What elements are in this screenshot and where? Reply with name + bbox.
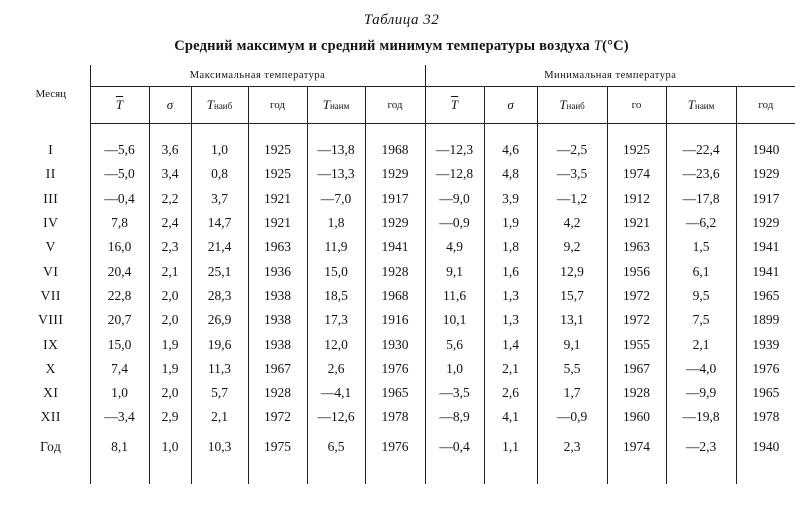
min-sigma-cell: 4,8 bbox=[484, 162, 537, 186]
tail-row bbox=[12, 464, 795, 484]
max-mean-cell: 16,0 bbox=[90, 235, 149, 259]
max-lowest-cell: 12,0 bbox=[307, 332, 365, 356]
min-mean-cell: —9,0 bbox=[425, 187, 484, 211]
max-highest-year-cell: 1972 bbox=[248, 405, 307, 429]
min-highest-year-cell: 1960 bbox=[607, 405, 666, 429]
min-sigma-cell: 1,4 bbox=[484, 332, 537, 356]
max-lowest-year-cell: 1929 bbox=[365, 211, 425, 235]
min-mean-cell: —0,9 bbox=[425, 211, 484, 235]
min-lowest-cell: —19,8 bbox=[666, 405, 736, 429]
min-sigma-cell: 3,9 bbox=[484, 187, 537, 211]
table-row bbox=[12, 211, 795, 235]
min-sigma-cell: 1,1 bbox=[484, 430, 537, 464]
min-sigma-cell: 1,3 bbox=[484, 308, 537, 332]
tail-cell bbox=[365, 464, 425, 484]
min-lowest-cell: —23,6 bbox=[666, 162, 736, 186]
max-sigma-cell: 2,0 bbox=[149, 308, 191, 332]
min-highest-year-cell: 1955 bbox=[607, 332, 666, 356]
month-cell: VIII bbox=[38, 312, 64, 328]
tail-cell bbox=[90, 464, 149, 484]
max-highest-year-cell: 1925 bbox=[248, 162, 307, 186]
max-highest-cell: 1,0 bbox=[191, 138, 248, 162]
table-row bbox=[12, 332, 795, 356]
min-lowest-cell: —6,2 bbox=[666, 211, 736, 235]
min-sigma-cell: 1,8 bbox=[484, 235, 537, 259]
min-lowest-year-header: год bbox=[736, 87, 795, 124]
max-highest-cell: 28,3 bbox=[191, 284, 248, 308]
month-cell: V bbox=[45, 239, 56, 255]
min-highest-year-header: го bbox=[607, 87, 666, 124]
month-cell: IX bbox=[43, 336, 59, 352]
min-lowest-cell: 2,1 bbox=[666, 332, 736, 356]
spacer-cell bbox=[607, 124, 666, 139]
max-mean-cell: 7,4 bbox=[90, 357, 149, 381]
max-lowest-year-cell: 1928 bbox=[365, 259, 425, 283]
table-row bbox=[12, 259, 795, 283]
min-lowest-cell: —17,8 bbox=[666, 187, 736, 211]
min-sigma-cell: 2,6 bbox=[484, 381, 537, 405]
max-lowest-year-cell: 1965 bbox=[365, 381, 425, 405]
min-mean-cell: 9,1 bbox=[425, 259, 484, 283]
spacer-cell bbox=[484, 124, 537, 139]
min-mean-cell: —8,9 bbox=[425, 405, 484, 429]
table-row bbox=[12, 162, 795, 186]
max-highest-cell: 26,9 bbox=[191, 308, 248, 332]
spacer-cell bbox=[307, 124, 365, 139]
max-lowest-year-cell: 1968 bbox=[365, 284, 425, 308]
max-sigma-cell: 1,9 bbox=[149, 332, 191, 356]
header-sub-row bbox=[12, 87, 795, 124]
table-row bbox=[12, 381, 795, 405]
max-mean-cell: —0,4 bbox=[90, 187, 149, 211]
table-row bbox=[12, 235, 795, 259]
min-mean-cell: —3,5 bbox=[425, 381, 484, 405]
max-lowest-cell: —7,0 bbox=[307, 187, 365, 211]
max-sigma-cell: 2,0 bbox=[149, 381, 191, 405]
spacer-cell bbox=[12, 124, 90, 139]
tail-cell bbox=[425, 464, 484, 484]
max-sigma-cell: 2,4 bbox=[149, 211, 191, 235]
max-lowest-cell: —12,6 bbox=[307, 405, 365, 429]
max-mean-cell: 7,8 bbox=[90, 211, 149, 235]
min-highest-year-cell: 1925 bbox=[607, 138, 666, 162]
min-highest-cell: —0,9 bbox=[537, 405, 607, 429]
tail-cell bbox=[736, 464, 795, 484]
min-highest-year-cell: 1921 bbox=[607, 211, 666, 235]
min-highest-cell: 13,1 bbox=[537, 308, 607, 332]
month-cell: IV bbox=[43, 215, 59, 231]
table-body bbox=[12, 124, 795, 484]
tail-cell bbox=[607, 464, 666, 484]
max-mean-cell: —5,6 bbox=[90, 138, 149, 162]
max-highest-year-cell: 1921 bbox=[248, 187, 307, 211]
min-highest-cell: —1,2 bbox=[537, 187, 607, 211]
max-group-header: Максимальная температура bbox=[90, 65, 425, 87]
spacer-cell bbox=[191, 124, 248, 139]
max-highest-year-cell: 1938 bbox=[248, 332, 307, 356]
min-sigma-header: σ bbox=[484, 87, 537, 124]
symbol-letter: T bbox=[206, 97, 214, 112]
min-lowest-year-cell: 1929 bbox=[736, 211, 795, 235]
max-highest-year-cell: 1963 bbox=[248, 235, 307, 259]
min-lowest-year-cell: 1940 bbox=[736, 138, 795, 162]
symbol-subscript: наиб bbox=[566, 101, 585, 111]
month-cell: Год bbox=[40, 438, 62, 454]
max-highest-cell: 5,7 bbox=[191, 381, 248, 405]
tail-cell bbox=[149, 464, 191, 484]
max-sigma-cell: 3,4 bbox=[149, 162, 191, 186]
min-highest-year-cell: 1967 bbox=[607, 357, 666, 381]
max-sigma-cell: 3,6 bbox=[149, 138, 191, 162]
title-symbol: T bbox=[593, 38, 603, 54]
symbol-subscript: наим bbox=[695, 101, 715, 111]
min-lowest-year-cell: 1965 bbox=[736, 284, 795, 308]
max-lowest-cell: 1,8 bbox=[307, 211, 365, 235]
table-row bbox=[12, 187, 795, 211]
min-mean-cell: 11,6 bbox=[425, 284, 484, 308]
spacer-cell bbox=[736, 124, 795, 139]
min-lowest-year-cell: 1899 bbox=[736, 308, 795, 332]
tail-cell bbox=[537, 464, 607, 484]
min-highest-cell: 9,1 bbox=[537, 332, 607, 356]
max-lowest-cell: 15,0 bbox=[307, 259, 365, 283]
max-lowest-header bbox=[307, 87, 365, 124]
max-sigma-cell: 2,9 bbox=[149, 405, 191, 429]
max-mean-cell: 22,8 bbox=[90, 284, 149, 308]
min-lowest-year-cell: 1929 bbox=[736, 162, 795, 186]
max-highest-cell: 2,1 bbox=[191, 405, 248, 429]
month-cell: VII bbox=[40, 287, 61, 303]
max-lowest-cell: —4,1 bbox=[307, 381, 365, 405]
max-lowest-cell: 2,6 bbox=[307, 357, 365, 381]
spacer-cell bbox=[666, 124, 736, 139]
month-cell: X bbox=[45, 360, 56, 376]
max-lowest-cell: 11,9 bbox=[307, 235, 365, 259]
min-highest-header bbox=[537, 87, 607, 124]
min-mean-cell: —12,8 bbox=[425, 162, 484, 186]
max-mean-cell: —5,0 bbox=[90, 162, 149, 186]
tail-cell bbox=[666, 464, 736, 484]
max-mean-cell: 15,0 bbox=[90, 332, 149, 356]
max-highest-header bbox=[191, 87, 248, 124]
max-sigma-header: σ bbox=[149, 87, 191, 124]
max-mean-cell: 20,7 bbox=[90, 308, 149, 332]
min-highest-cell: 9,2 bbox=[537, 235, 607, 259]
month-cell: XI bbox=[43, 385, 59, 401]
min-sigma-cell: 2,1 bbox=[484, 357, 537, 381]
max-sigma-cell: 2,1 bbox=[149, 259, 191, 283]
min-mean-cell: 10,1 bbox=[425, 308, 484, 332]
spacer-cell bbox=[90, 124, 149, 139]
min-highest-year-cell: 1963 bbox=[607, 235, 666, 259]
table-number-label: Таблица 32 bbox=[363, 12, 440, 28]
tail-cell bbox=[307, 464, 365, 484]
table-row bbox=[12, 430, 795, 464]
min-highest-cell: 1,7 bbox=[537, 381, 607, 405]
max-highest-cell: 0,8 bbox=[191, 162, 248, 186]
max-highest-cell: 14,7 bbox=[191, 211, 248, 235]
spacer-cell bbox=[425, 124, 484, 139]
min-lowest-cell: —2,3 bbox=[666, 430, 736, 464]
max-lowest-year-cell: 1929 bbox=[365, 162, 425, 186]
min-mean-cell: —0,4 bbox=[425, 430, 484, 464]
min-highest-year-cell: 1974 bbox=[607, 162, 666, 186]
max-highest-year-cell: 1936 bbox=[248, 259, 307, 283]
table-row bbox=[12, 357, 795, 381]
min-highest-cell: 12,9 bbox=[537, 259, 607, 283]
min-highest-year-cell: 1972 bbox=[607, 284, 666, 308]
spacer-row bbox=[12, 124, 795, 139]
max-sigma-cell: 1,9 bbox=[149, 357, 191, 381]
max-lowest-year-cell: 1916 bbox=[365, 308, 425, 332]
max-highest-year-cell: 1938 bbox=[248, 284, 307, 308]
min-lowest-year-cell: 1978 bbox=[736, 405, 795, 429]
min-lowest-year-cell: 1917 bbox=[736, 187, 795, 211]
tail-cell bbox=[12, 464, 90, 484]
symbol-letter: T bbox=[559, 97, 567, 112]
title-unit: (°C) bbox=[602, 38, 629, 54]
table-row bbox=[12, 138, 795, 162]
min-highest-cell: —3,5 bbox=[537, 162, 607, 186]
table-row bbox=[12, 284, 795, 308]
min-group-header: Минимальная температура bbox=[425, 65, 795, 87]
month-cell: I bbox=[48, 142, 54, 158]
max-highest-year-cell: 1928 bbox=[248, 381, 307, 405]
table-row bbox=[12, 308, 795, 332]
min-highest-year-cell: 1928 bbox=[607, 381, 666, 405]
tail-cell bbox=[248, 464, 307, 484]
symbol-subscript: наиб bbox=[214, 101, 233, 111]
tail-cell bbox=[191, 464, 248, 484]
max-highest-cell: 11,3 bbox=[191, 357, 248, 381]
min-highest-year-cell: 1974 bbox=[607, 430, 666, 464]
table-title bbox=[0, 38, 803, 55]
table-row bbox=[12, 405, 795, 429]
max-sigma-cell: 2,2 bbox=[149, 187, 191, 211]
max-sigma-cell: 1,0 bbox=[149, 430, 191, 464]
month-cell: VI bbox=[43, 263, 59, 279]
min-lowest-cell: 1,5 bbox=[666, 235, 736, 259]
max-highest-year-cell: 1938 bbox=[248, 308, 307, 332]
min-lowest-year-cell: 1940 bbox=[736, 430, 795, 464]
max-highest-cell: 19,6 bbox=[191, 332, 248, 356]
min-lowest-cell: —22,4 bbox=[666, 138, 736, 162]
max-lowest-year-header: год bbox=[365, 87, 425, 124]
min-mean-cell: 1,0 bbox=[425, 357, 484, 381]
month-cell: II bbox=[45, 166, 56, 182]
max-highest-cell: 10,3 bbox=[191, 430, 248, 464]
max-highest-year-cell: 1921 bbox=[248, 211, 307, 235]
max-lowest-year-cell: 1976 bbox=[365, 430, 425, 464]
min-sigma-cell: 1,9 bbox=[484, 211, 537, 235]
max-lowest-cell: —13,3 bbox=[307, 162, 365, 186]
month-cell: XII bbox=[40, 409, 61, 425]
max-mean-cell: 1,0 bbox=[90, 381, 149, 405]
min-lowest-header bbox=[666, 87, 736, 124]
max-lowest-year-cell: 1917 bbox=[365, 187, 425, 211]
min-lowest-year-cell: 1976 bbox=[736, 357, 795, 381]
min-sigma-cell: 1,3 bbox=[484, 284, 537, 308]
min-mean-cell: 5,6 bbox=[425, 332, 484, 356]
max-mean-header: $\overline{T}$ bbox=[90, 87, 149, 124]
max-sigma-cell: 2,3 bbox=[149, 235, 191, 259]
max-lowest-year-cell: 1968 bbox=[365, 138, 425, 162]
min-sigma-cell: 1,6 bbox=[484, 259, 537, 283]
min-highest-cell: 4,2 bbox=[537, 211, 607, 235]
max-mean-cell: 8,1 bbox=[90, 430, 149, 464]
min-lowest-cell: 7,5 bbox=[666, 308, 736, 332]
max-lowest-year-cell: 1976 bbox=[365, 357, 425, 381]
max-highest-year-cell: 1967 bbox=[248, 357, 307, 381]
max-mean-cell: 20,4 bbox=[90, 259, 149, 283]
min-sigma-cell: 4,6 bbox=[484, 138, 537, 162]
temperature-table bbox=[12, 65, 795, 484]
min-lowest-cell: 9,5 bbox=[666, 284, 736, 308]
min-mean-header: $\overline{T}$ bbox=[425, 87, 484, 124]
min-sigma-cell: 4,1 bbox=[484, 405, 537, 429]
min-lowest-year-cell: 1965 bbox=[736, 381, 795, 405]
symbol-letter: T bbox=[322, 97, 330, 112]
min-lowest-year-cell: 1939 bbox=[736, 332, 795, 356]
min-lowest-cell: —4,0 bbox=[666, 357, 736, 381]
max-lowest-year-cell: 1978 bbox=[365, 405, 425, 429]
max-lowest-year-cell: 1930 bbox=[365, 332, 425, 356]
min-lowest-cell: —9,9 bbox=[666, 381, 736, 405]
month-header: Месяц bbox=[35, 88, 67, 101]
max-highest-cell: 3,7 bbox=[191, 187, 248, 211]
min-highest-cell: 15,7 bbox=[537, 284, 607, 308]
spacer-cell bbox=[149, 124, 191, 139]
min-lowest-year-cell: 1941 bbox=[736, 235, 795, 259]
min-mean-cell: —12,3 bbox=[425, 138, 484, 162]
title-text: Средний максимум и средний минимум температуры воздуха bbox=[174, 38, 590, 54]
max-lowest-cell: 18,5 bbox=[307, 284, 365, 308]
min-highest-cell: —2,5 bbox=[537, 138, 607, 162]
max-mean-cell: —3,4 bbox=[90, 405, 149, 429]
max-highest-year-cell: 1925 bbox=[248, 138, 307, 162]
header-group-row bbox=[12, 65, 795, 87]
max-lowest-cell: 17,3 bbox=[307, 308, 365, 332]
max-lowest-year-cell: 1941 bbox=[365, 235, 425, 259]
max-sigma-cell: 2,0 bbox=[149, 284, 191, 308]
max-highest-year-cell: 1975 bbox=[248, 430, 307, 464]
symbol-subscript: наим bbox=[329, 101, 350, 111]
month-cell: III bbox=[43, 190, 59, 206]
min-lowest-cell: 6,1 bbox=[666, 259, 736, 283]
min-highest-year-cell: 1956 bbox=[607, 259, 666, 283]
max-lowest-cell: 6,5 bbox=[307, 430, 365, 464]
max-highest-cell: 21,4 bbox=[191, 235, 248, 259]
min-mean-cell: 4,9 bbox=[425, 235, 484, 259]
spacer-cell bbox=[248, 124, 307, 139]
min-highest-cell: 5,5 bbox=[537, 357, 607, 381]
spacer-cell bbox=[537, 124, 607, 139]
symbol-letter: T bbox=[687, 97, 695, 112]
max-highest-year-header: год bbox=[248, 87, 307, 124]
min-highest-cell: 2,3 bbox=[537, 430, 607, 464]
max-highest-cell: 25,1 bbox=[191, 259, 248, 283]
min-highest-year-cell: 1972 bbox=[607, 308, 666, 332]
min-lowest-year-cell: 1941 bbox=[736, 259, 795, 283]
min-highest-year-cell: 1912 bbox=[607, 187, 666, 211]
tail-cell bbox=[484, 464, 537, 484]
max-lowest-cell: —13,8 bbox=[307, 138, 365, 162]
spacer-cell bbox=[365, 124, 425, 139]
